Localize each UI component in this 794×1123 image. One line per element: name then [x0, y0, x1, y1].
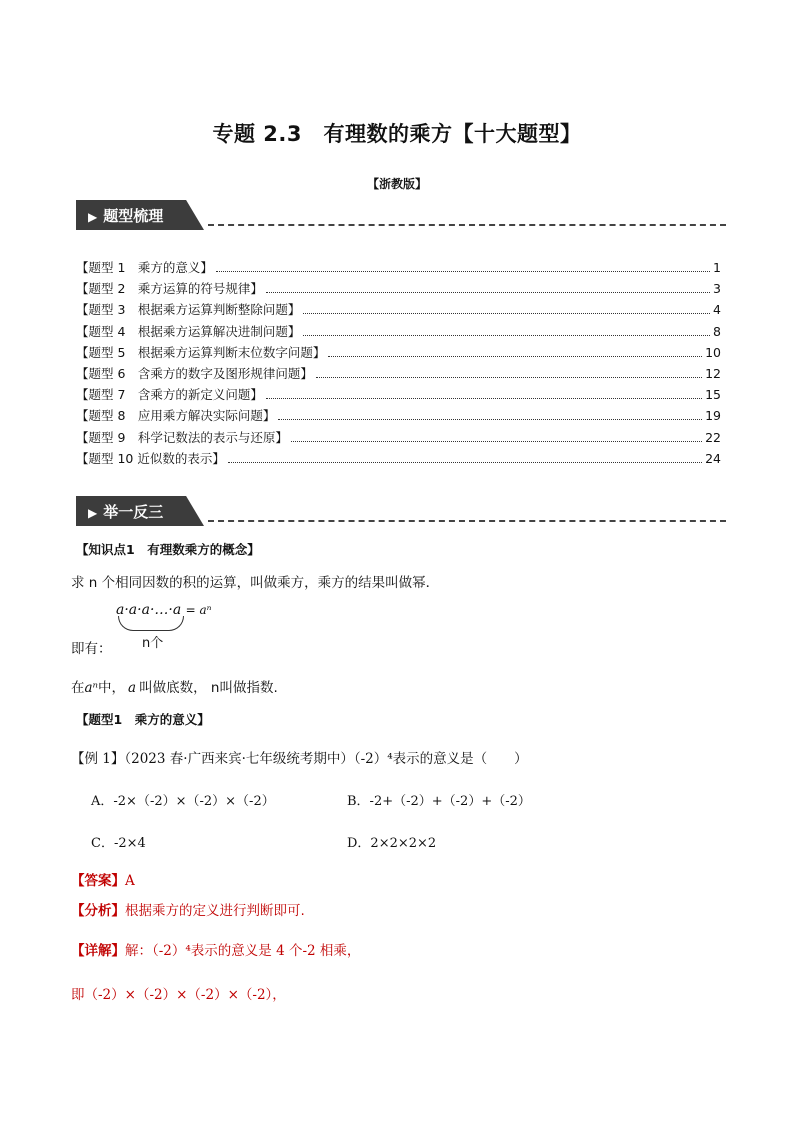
banner-title: 题型梳理: [103, 207, 164, 225]
choice-c: C．-2×4: [91, 836, 146, 851]
example-question: 【例 1】（2023 春·广西来宾·七年级统考期中）（-2）⁴表示的意义是（ ）: [71, 751, 528, 767]
toc-entry[interactable]: [76, 406, 721, 427]
answer-value: A: [125, 873, 135, 889]
toc-entry-label: 【题型 8 应用乘方解决实际问题】: [76, 408, 276, 424]
toc-entry-label: 【题型 10 近似数的表示】: [76, 450, 225, 466]
toc-entry[interactable]: [76, 279, 721, 300]
toc-leader-dots: [328, 346, 702, 357]
answer-line: [71, 869, 135, 889]
toc-entry-label: 【题型 1 乘方的意义】: [76, 260, 213, 275]
toc-entry-label: 【题型 4 根据乘方运算解决进制问题】: [76, 323, 301, 339]
toc-page-number: 4: [713, 302, 721, 318]
answer-label: 【答案】: [71, 873, 125, 889]
toc-entry-label: 【题型 9 科学记数法的表示与还原】: [76, 429, 288, 445]
toc-leader-dots: [266, 388, 702, 399]
toc-page-number: 24: [705, 450, 721, 466]
analysis-line: [71, 899, 305, 919]
page-title: 专题 2.3 有理数的乘方【十大题型】: [212, 122, 582, 146]
toc-entry[interactable]: [76, 385, 721, 406]
toc-leader-dots: [303, 325, 710, 336]
toc-leader-dots: [303, 303, 710, 314]
toc-page-number: 1: [713, 260, 721, 275]
type1-heading: 【题型1 乘方的意义】: [76, 712, 210, 727]
toc-leader-dots: [278, 409, 702, 420]
play-triangle-icon: ▶: [88, 506, 98, 520]
play-triangle-icon: ▶: [88, 210, 98, 224]
table-of-contents: [76, 258, 721, 470]
toc-entry-label: 【题型 7 含乘方的新定义问题】: [76, 387, 263, 403]
banner-title: 举一反三: [103, 503, 164, 521]
dashed-divider: [208, 520, 726, 522]
dashed-divider: [208, 224, 726, 226]
edition-label: 【浙教版】: [366, 177, 427, 191]
section-banner-examples: [76, 496, 726, 528]
toc-entry-label: 【题型 3 根据乘方运算判断整除问题】: [76, 302, 301, 318]
analysis-label: 【分析】: [71, 903, 125, 919]
toc-entry[interactable]: [76, 343, 721, 364]
choice-d: D．2×2×2×2: [347, 836, 437, 851]
formula-product: a·a·a·…·a = aⁿ: [116, 602, 212, 618]
toc-page-number: 8: [713, 323, 721, 339]
toc-entry-label: 【题型 2 乘方运算的符号规律】: [76, 281, 263, 297]
toc-leader-dots: [216, 261, 710, 272]
toc-entry[interactable]: [76, 258, 721, 279]
detail-label: 【详解】: [71, 943, 125, 959]
detail-text: 解：（-2）⁴表示的意义是 4 个-2 相乘，: [125, 943, 361, 959]
toc-entry[interactable]: [76, 428, 721, 449]
toc-page-number: 10: [705, 344, 721, 360]
toc-page-number: 12: [705, 365, 721, 381]
toc-leader-dots: [316, 367, 702, 378]
toc-leader-dots: [291, 431, 702, 442]
toc-entry[interactable]: [76, 300, 721, 321]
base-exponent-text: 在aⁿ中， a 叫做底数， n叫做指数.: [71, 680, 278, 696]
toc-entry[interactable]: [76, 364, 721, 385]
formula-intro: 即有：: [71, 641, 112, 657]
detail-line-2: 即（-2）×（-2）×（-2）×（-2），: [71, 987, 286, 1003]
toc-entry[interactable]: [76, 322, 721, 343]
formula-count: n个: [142, 636, 164, 651]
knowledge-heading: 【知识点1 有理数乘方的概念】: [76, 542, 260, 557]
choice-b: B．-2+（-2）+（-2）+（-2）: [347, 794, 531, 809]
analysis-text: 根据乘方的定义进行判断即可.: [125, 903, 305, 919]
toc-entry-label: 【题型 5 根据乘方运算判断末位数字问题】: [76, 344, 326, 360]
detail-line: [71, 939, 360, 959]
section-banner-outline: [76, 200, 726, 232]
toc-page-number: 15: [705, 387, 721, 403]
toc-leader-dots: [228, 452, 702, 463]
definition-text: 求 n 个相同因数的积的运算，叫做乘方，乘方的结果叫做幂．: [71, 575, 440, 591]
underbrace: [118, 616, 184, 631]
choice-a: A．-2×（-2）×（-2）×（-2）: [91, 794, 275, 809]
toc-entry-label: 【题型 6 含乘方的数字及图形规律问题】: [76, 365, 313, 381]
toc-leader-dots: [266, 282, 710, 293]
toc-page-number: 3: [713, 281, 721, 297]
toc-page-number: 22: [705, 429, 721, 445]
toc-page-number: 19: [705, 408, 721, 424]
toc-entry[interactable]: [76, 449, 721, 470]
